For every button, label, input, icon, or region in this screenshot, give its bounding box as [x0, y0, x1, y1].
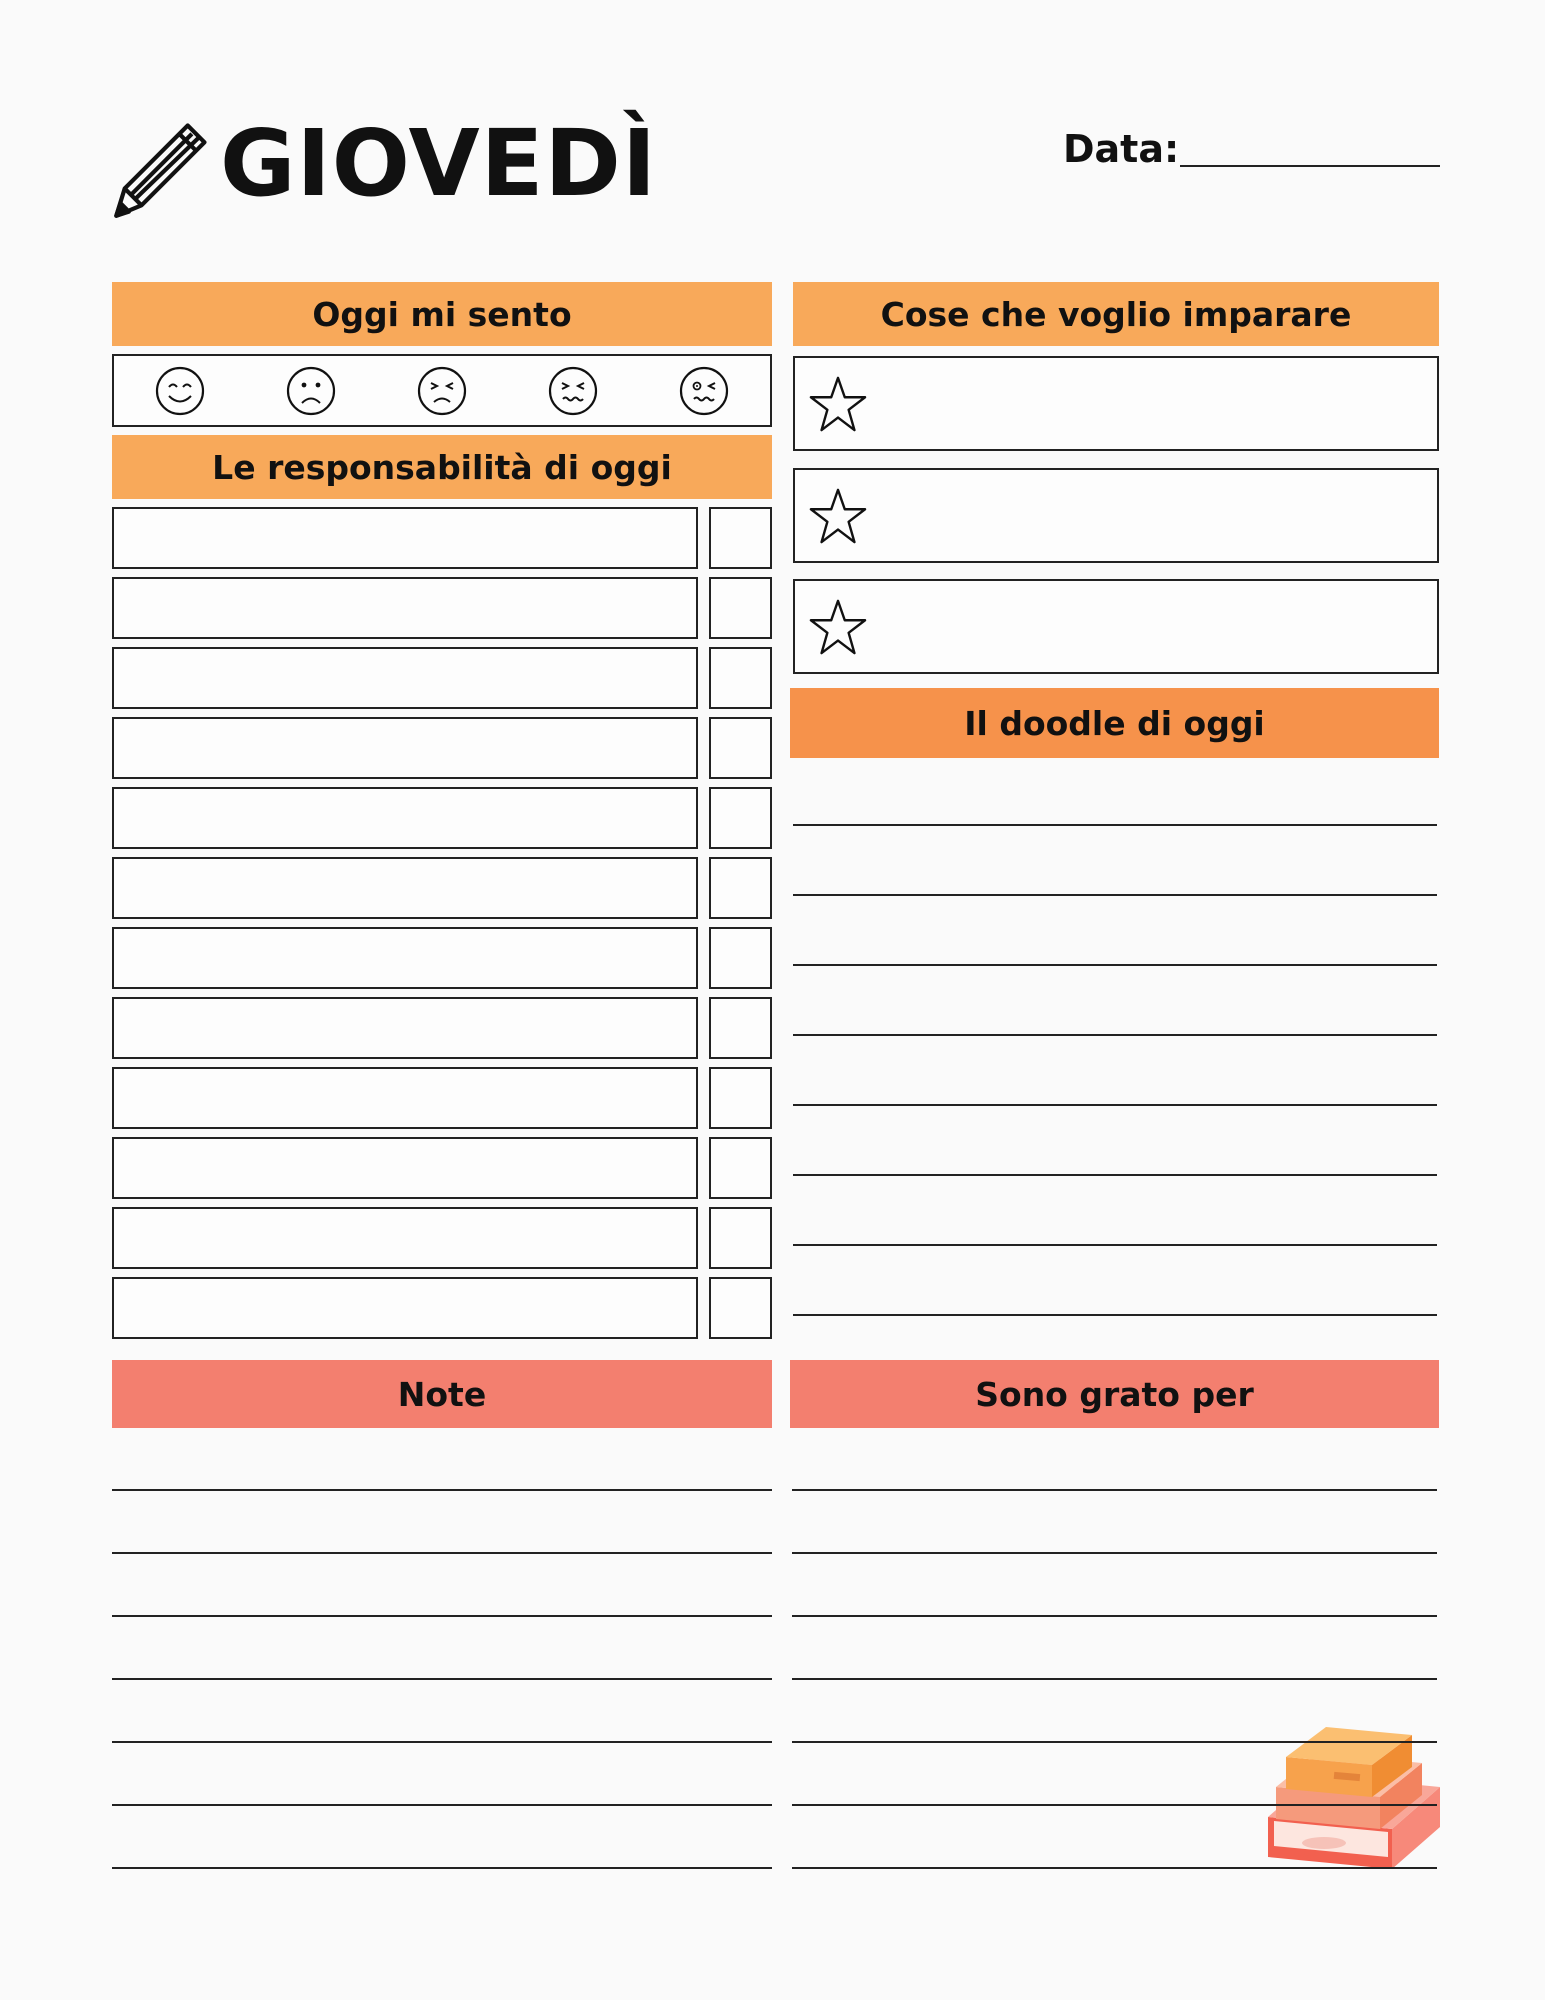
stressed-face-icon[interactable] [548, 366, 598, 416]
doodle-line[interactable] [793, 1104, 1437, 1106]
dizzy-face-icon[interactable] [679, 366, 729, 416]
pencil-icon [110, 115, 215, 220]
doodle-line[interactable] [793, 1174, 1437, 1176]
notes-line[interactable] [112, 1741, 772, 1743]
mood-title: Oggi mi sento [312, 294, 572, 334]
doodle-title: Il doodle di oggi [964, 703, 1265, 743]
star-icon [809, 598, 867, 656]
grateful-line[interactable] [792, 1867, 1437, 1869]
happy-face-icon[interactable] [155, 366, 205, 416]
task-checkbox[interactable] [709, 1277, 772, 1339]
task-field[interactable] [112, 1067, 698, 1129]
task-checkbox[interactable] [709, 717, 772, 779]
mood-selector [112, 354, 772, 427]
task-checkbox[interactable] [709, 997, 772, 1059]
notes-line[interactable] [112, 1804, 772, 1806]
task-field[interactable] [112, 1207, 698, 1269]
doodle-line[interactable] [793, 1314, 1437, 1316]
learn-item[interactable] [793, 468, 1439, 563]
task-field[interactable] [112, 647, 698, 709]
learn-item[interactable] [793, 356, 1439, 451]
grateful-line[interactable] [792, 1741, 1437, 1743]
task-checkbox[interactable] [709, 577, 772, 639]
task-field[interactable] [112, 507, 698, 569]
doodle-line[interactable] [793, 964, 1437, 966]
learn-title: Cose che voglio imparare [880, 294, 1352, 334]
grateful-header [790, 1360, 1439, 1428]
grateful-line[interactable] [792, 1804, 1437, 1806]
responsibilities-title: Le responsabilità di oggi [212, 447, 672, 487]
notes-line[interactable] [112, 1678, 772, 1680]
doodle-header [790, 688, 1439, 758]
notes-header [112, 1360, 772, 1428]
task-checkbox[interactable] [709, 507, 772, 569]
sad-face-icon[interactable] [286, 366, 336, 416]
grateful-line[interactable] [792, 1489, 1437, 1491]
mood-header [112, 282, 772, 346]
task-field[interactable] [112, 577, 698, 639]
task-field[interactable] [112, 787, 698, 849]
task-checkbox[interactable] [709, 647, 772, 709]
notes-line[interactable] [112, 1552, 772, 1554]
doodle-line[interactable] [793, 1244, 1437, 1246]
responsibilities-header [112, 435, 772, 499]
grateful-line[interactable] [792, 1615, 1437, 1617]
notes-line[interactable] [112, 1615, 772, 1617]
task-field[interactable] [112, 997, 698, 1059]
notes-line[interactable] [112, 1489, 772, 1491]
page-title: GIOVEDÌ [220, 110, 658, 217]
grateful-line[interactable] [792, 1678, 1437, 1680]
task-checkbox[interactable] [709, 1067, 772, 1129]
doodle-line[interactable] [793, 1034, 1437, 1036]
task-checkbox[interactable] [709, 1207, 772, 1269]
notes-title: Note [397, 1374, 487, 1414]
task-field[interactable] [112, 927, 698, 989]
grateful-title: Sono grato per [975, 1374, 1254, 1414]
grateful-line[interactable] [792, 1552, 1437, 1554]
task-field[interactable] [112, 857, 698, 919]
task-field[interactable] [112, 717, 698, 779]
annoyed-face-icon[interactable] [417, 366, 467, 416]
doodle-line[interactable] [793, 824, 1437, 826]
task-checkbox[interactable] [709, 787, 772, 849]
doodle-line[interactable] [793, 894, 1437, 896]
star-icon [809, 375, 867, 433]
task-field[interactable] [112, 1137, 698, 1199]
learn-item[interactable] [793, 579, 1439, 674]
star-icon [809, 487, 867, 545]
task-checkbox[interactable] [709, 927, 772, 989]
learn-header [793, 282, 1439, 346]
task-field[interactable] [112, 1277, 698, 1339]
books-illustration [1262, 1725, 1442, 1875]
date-label: Data: [1063, 127, 1180, 171]
notes-line[interactable] [112, 1867, 772, 1869]
date-field[interactable] [1180, 165, 1440, 167]
task-checkbox[interactable] [709, 1137, 772, 1199]
task-checkbox[interactable] [709, 857, 772, 919]
